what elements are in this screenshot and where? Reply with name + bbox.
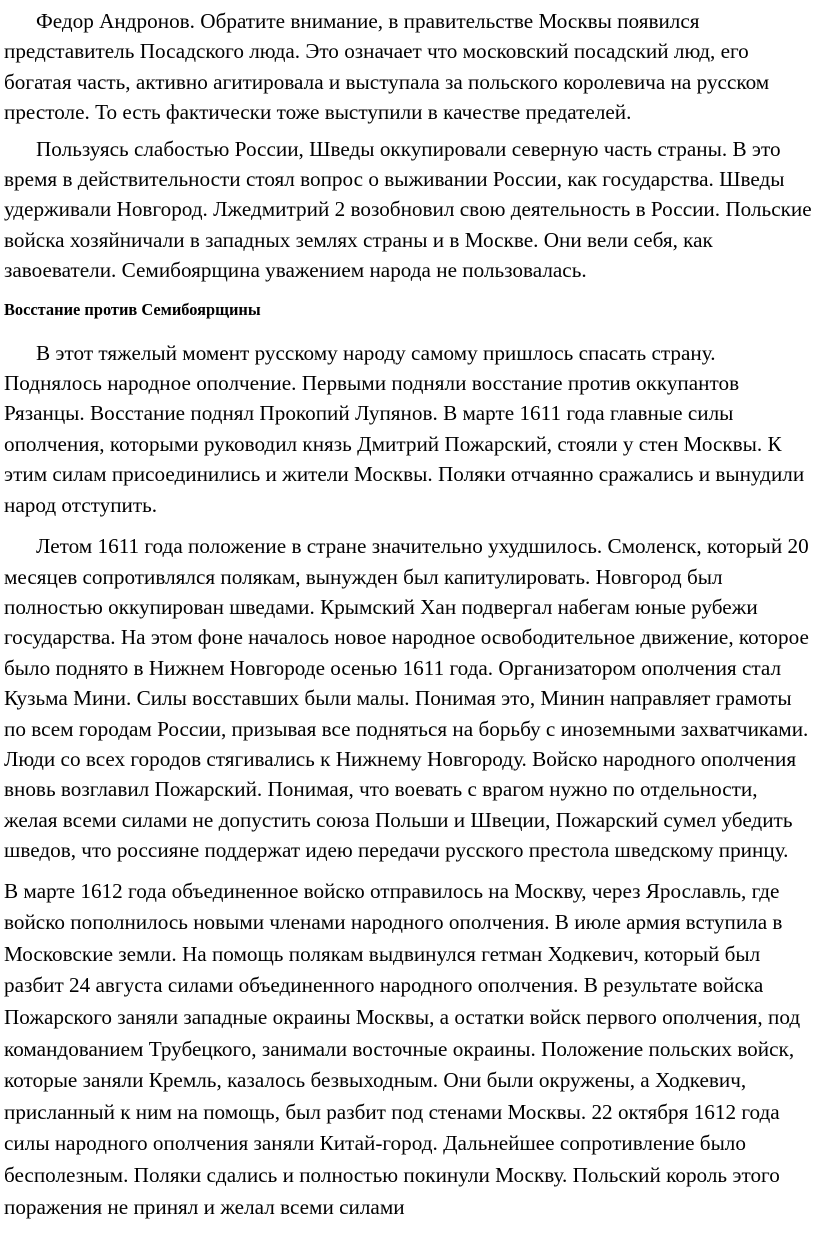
paragraph: Летом 1611 года положение в стране значительно ухудшилось. Смоленск, который 20 месяцев сопротивлялся полякам, вынужден был капитулировать. Новгород был полностью оккупирован шведами. Крымский Хан подвергал набегам юные рубежи государства. На этом фоне началось новое народное освободительное движение, которое было поднято в Нижнем Новгороде осенью 1611 года. Организатором ополчения стал Кузьма Мини. Силы восставших были малы. Понимая это, Минин направляет грамоты по всем городам России, призывая все подняться на борьбу с иноземными захватчиками. Люди со всех городов стягивались к Нижнему Новгороду. Войско народного ополчения вновь возглавил Пожарский. Понимая, что воевать с врагом нужно по отдельности, желая всеми силами не допустить союза Польши и Швеции, Пожарский сумел убедить шведов, что россияне поддержат идею передачи русского престола шведскому принцу.: [4, 534, 809, 863]
paragraph: В этот тяжелый момент русскому народу самому пришлось спасать страну. Поднялось народное ополчение. Первыми подняли восстание против оккупантов Рязанцы. Восстание поднял Прокопий Лупянов. В марте 1611 года главные силы ополчения, которыми руководил князь Дмитрий Пожарский, стояли у стен Москвы. К этим силам присоединились и жители Москвы. Поляки отчаянно сражались и вынудили народ отступить.: [4, 340, 805, 517]
paragraph: Федор Андронов. Обратите внимание, в правительстве Москвы появился представитель Посадского люда. Это означает что московский посадский люд, его богатая часть, активно агитировала и выступала за польского королевича на русском престоле. То есть фактически тоже выступили в качестве предателей.: [4, 9, 770, 125]
paragraph: Пользуясь слабостью России, Шведы оккупировали северную часть страны. В это время в действительности стоял вопрос о выживании России, как государства. Шведы удерживали Новгород. Лжедмитрий 2 возобновил свою деятельность в России. Польские войска хозяйничали в западных землях страны и в Москве. Они вели себя, как завоеватели. Семибоярщина уважением народа не пользовалась.: [4, 136, 812, 283]
section-heading: Восстание против Семибоярщины: [4, 299, 261, 319]
paragraph: В марте 1612 года объединенное войско отправилось на Москву, через Ярославль, где войско пополнилось новыми членами народного ополчения. В июле армия вступила в Московские земли. На помощь полякам выдвинулся гетман Ходкевич, который был разбит 24 августа силами объединенного народного ополчения. В результате войска Пожарского заняли западные окраины Москвы, а остатки войск первого ополчения, под командованием Трубецкого, занимали восточные окраины. Положение польских войск, которые заняли Кремль, казалось безвыходным. Они были окружены, а Ходкевич, присланный к ним на помощь, был разбит под стенами Москвы. 22 октября 1612 года силы народного ополчения заняли Китай-город. Дальнейшее сопротивление было бесполезным. Поляки сдались и полностью покинули Москву. Польский король этого поражения не принял и желал всеми силами: [4, 878, 801, 1219]
